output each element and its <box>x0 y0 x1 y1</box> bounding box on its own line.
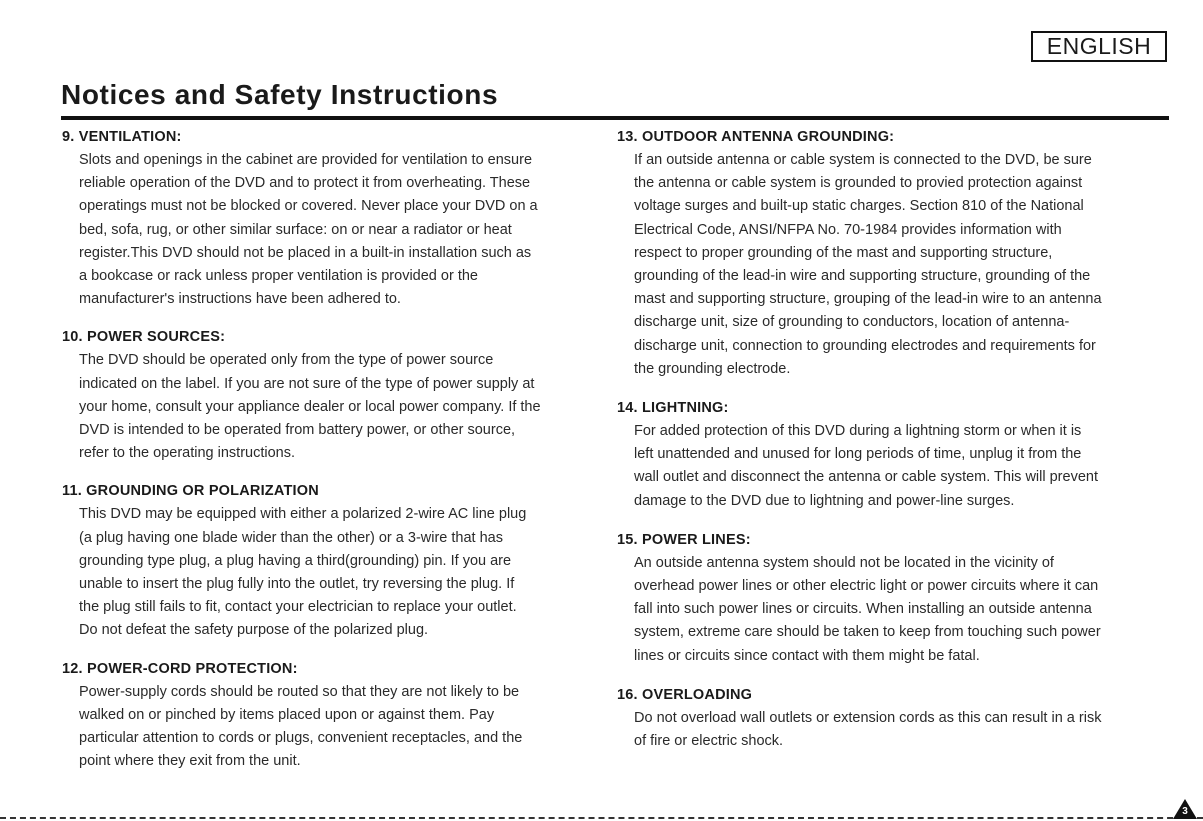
instruction-section <box>62 125 602 311</box>
body-line: overhead power lines or other electric light or power circuits where it can <box>634 578 1099 595</box>
body-line: walked on or pinched by items placed upon or against them. Pay <box>79 706 495 723</box>
section-body <box>62 349 602 465</box>
body-line: mast and supporting structure, grouping of the lead-in wire to an antenna <box>634 291 1102 308</box>
body-line: The DVD should be operated only from the type of power source <box>79 352 494 369</box>
body-line: your home, consult your appliance dealer or local power company. If the <box>79 398 541 415</box>
body-line: grounding of the lead-in wire and supporting structure, grounding of the <box>634 268 1091 285</box>
body-line: If an outside antenna or cable system is connected to the DVD, be sure <box>634 152 1092 168</box>
right-column <box>617 125 1177 753</box>
body-line: fall into such power lines or circuits. When installing an outside antenna <box>634 601 1092 618</box>
instruction-section <box>617 396 1177 513</box>
instruction-section <box>617 683 1177 753</box>
body-line: This DVD may be equipped with either a polarized 2-wire AC line plug <box>79 506 527 523</box>
body-line: the plug still fails to fit, contact your electrician to replace your outlet. <box>79 599 517 616</box>
instruction-section <box>617 528 1177 668</box>
body-line: Power-supply cords should be routed so that they are not likely to be <box>79 683 520 700</box>
body-line: point where they exit from the unit. <box>79 753 301 770</box>
left-column <box>62 125 602 773</box>
body-line: lines or circuits since contact with them might be fatal. <box>634 647 980 664</box>
section-body <box>617 149 1177 381</box>
section-body <box>617 552 1177 668</box>
body-line: indicated on the label. If you are not sure of the type of power supply at <box>79 375 535 392</box>
body-line: For added protection of this DVD during a lightning storm or when it is <box>634 423 1082 440</box>
section-heading: 15. POWER LINES: <box>617 531 751 548</box>
body-line: the grounding electrode. <box>634 360 791 377</box>
instruction-section <box>62 479 602 642</box>
section-body <box>617 707 1177 753</box>
body-line: the antenna or cable system is grounded to provied protection against <box>634 175 1083 192</box>
body-line: register.This DVD should not be placed in a built-in installation such as <box>79 244 532 261</box>
body-line: left unattended and unused for long periods of time, unplug it from the <box>634 446 1082 463</box>
body-line: of fire or electric shock. <box>634 733 784 750</box>
body-line: grounding type plug, a plug having a third(grounding) pin. If you are <box>79 552 512 569</box>
section-heading: 13. OUTDOOR ANTENNA GROUNDING: <box>617 129 895 145</box>
page-number: 3 <box>1182 806 1188 817</box>
language-tab: ENGLISH <box>1031 31 1167 62</box>
body-line: (a plug having one blade wider than the other) or a 3-wire that has <box>79 529 503 546</box>
body-line: Slots and openings in the cabinet are provided for ventilation to ensure <box>79 152 533 168</box>
instruction-section <box>62 325 602 465</box>
body-line: operatings must not be blocked or covered. Never place your DVD on a <box>79 198 538 215</box>
section-body <box>617 420 1177 513</box>
body-line: An outside antenna system should not be located in the vicinity of <box>634 554 1054 571</box>
body-line: respect to proper grounding of the mast and supporting structure, <box>634 244 1053 261</box>
instruction-section <box>617 125 1177 381</box>
body-line: bed, sofa, rug, or other similar surface: on or near a radiator or heat <box>79 221 512 238</box>
section-heading: 14. LIGHTNING: <box>617 400 729 417</box>
body-line: wall outlet and disconnect the antenna or cable system. This will prevent <box>634 469 1098 486</box>
body-line: refer to the operating instructions. <box>79 445 296 462</box>
body-line: Do not overload wall outlets or extension cords as this can result in a risk <box>634 709 1102 726</box>
footer-divider <box>0 817 1203 819</box>
body-line: particular attention to cords or plugs, convenient receptacles, and the <box>79 730 523 747</box>
section-heading: 9. VENTILATION: <box>62 129 182 145</box>
section-heading: 16. OVERLOADING <box>617 686 753 703</box>
section-body <box>62 149 602 311</box>
page-title: Notices and Safety Instructions <box>61 79 499 110</box>
section-body <box>62 503 602 642</box>
body-line: damage to the DVD due to lightning and power-line surges. <box>634 492 1015 509</box>
body-line: voltage surges and built-up static charges. Section 810 of the National <box>634 198 1084 215</box>
body-line: discharge unit, size of grounding to conductors, location of antenna- <box>634 314 1070 331</box>
body-line: Do not defeat the safety purpose of the polarized plug. <box>79 622 429 639</box>
instruction-section <box>62 657 602 774</box>
body-line: unable to insert the plug fully into the outlet, try reversing the plug. If <box>79 576 515 593</box>
body-line: Electrical Code, ANSI/NFPA No. 70-1984 provides information with <box>634 221 1062 238</box>
title-divider <box>61 116 1169 120</box>
body-line: system, extreme care should be taken to keep from touching such power <box>634 624 1101 641</box>
section-heading: 11. GROUNDING OR POLARIZATION <box>62 483 319 500</box>
body-line: a bookcase or rack unless proper ventilation is provided or the <box>79 268 478 285</box>
body-line: reliable operation of the DVD and to protect it from overheating. These <box>79 175 531 192</box>
section-heading: 12. POWER-CORD PROTECTION: <box>62 660 298 677</box>
section-body <box>62 681 602 774</box>
body-line: manufacturer's instructions have been adhered to. <box>79 291 401 308</box>
section-heading: 10. POWER SOURCES: <box>62 329 226 346</box>
body-line: DVD is intended to be operated from battery power, or other source, <box>79 422 516 439</box>
body-line: discharge unit, connection to grounding electrodes and requirements for <box>634 337 1096 354</box>
